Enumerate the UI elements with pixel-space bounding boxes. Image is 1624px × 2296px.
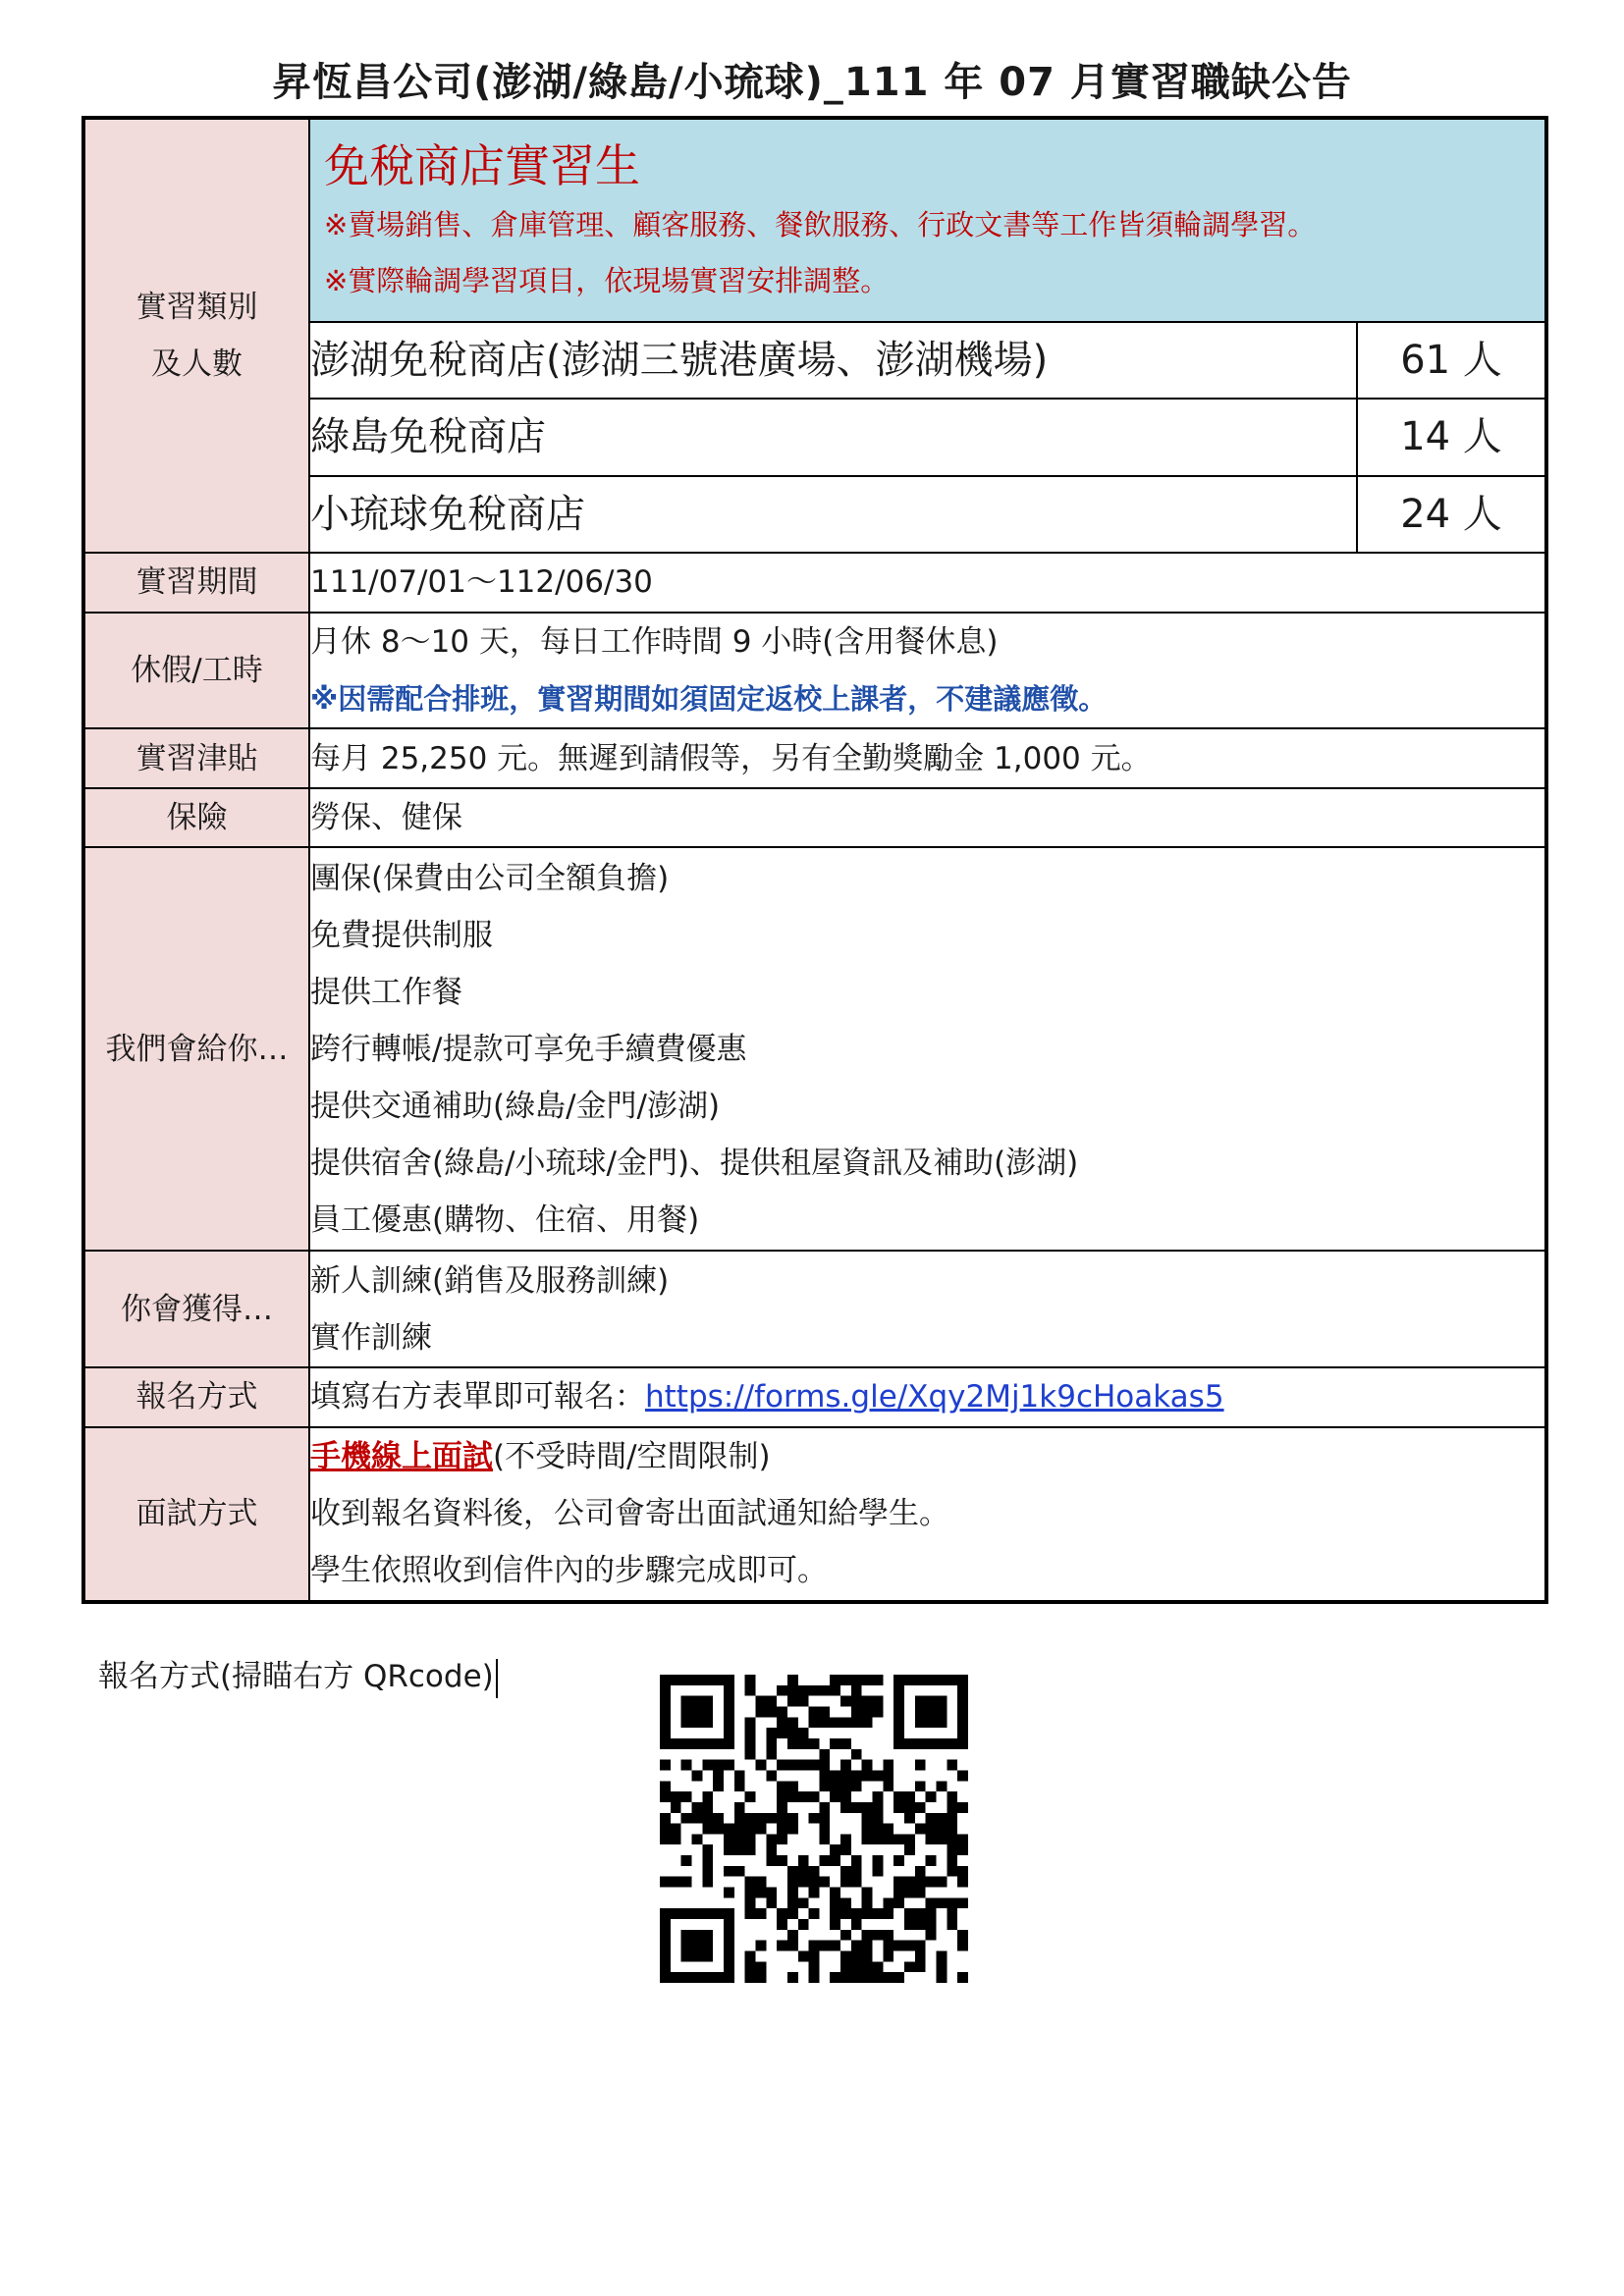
position-header bbox=[309, 118, 1546, 322]
store-count: 14 人 bbox=[1357, 399, 1546, 476]
text-cursor bbox=[496, 1659, 498, 1698]
allowance-label: 實習津貼 bbox=[83, 728, 309, 787]
leave-label: 休假/工時 bbox=[83, 613, 309, 729]
list-item: 實作訓練 bbox=[310, 1319, 432, 1356]
store-name: 小琉球免稅商店 bbox=[309, 476, 1357, 554]
list-item: 新人訓練(銷售及服務訓練) bbox=[310, 1262, 670, 1299]
benefits-list bbox=[309, 847, 1546, 1251]
store-count: 61 人 bbox=[1357, 322, 1546, 400]
list-item: 跨行轉帳/提款可享免手續費優惠 bbox=[310, 1031, 747, 1067]
store-count: 24 人 bbox=[1357, 476, 1546, 554]
list-item: 團保(保費由公司全額負擔) bbox=[310, 860, 670, 896]
insurance-label: 保險 bbox=[83, 788, 309, 847]
leave-value: 月休 8～10 天，每日工作時間 9 小時(含用餐休息) ※因需配合排班，實習期間如須固定返校上課者，不建議應徵。 bbox=[309, 613, 1546, 729]
position-name: 免稅商店實習生 bbox=[324, 139, 640, 193]
interview-value: 手機線上面試(不受時間/空間限制) 收到報名資料後，公司會寄出面試通知給學生。 學生依照收到信件內的步驟完成即可。 bbox=[309, 1427, 1546, 1602]
store-name: 綠島免稅商店 bbox=[309, 399, 1357, 476]
position-note: ※實際輪調學習項目，依現場實習安排調整。 bbox=[324, 264, 890, 298]
signup-label: 報名方式 bbox=[83, 1367, 309, 1426]
signup-link[interactable]: https://forms.gle/Xqy2Mj1k9cHoakas5 bbox=[645, 1379, 1224, 1415]
leave-warning: ※因需配合排班，實習期間如須固定返校上課者，不建議應徵。 bbox=[310, 682, 1108, 717]
list-item: 提供宿舍(綠島/小琉球/金門)、提供租屋資訊及補助(澎湖) bbox=[310, 1145, 1079, 1181]
store-name: 澎湖免稅商店(澎湖三號港廣場、澎湖機場) bbox=[309, 322, 1357, 400]
period-value: 111/07/01～112/06/30 bbox=[309, 553, 1546, 612]
list-item: 提供交通補助(綠島/金門/澎湖) bbox=[310, 1088, 721, 1124]
internship-table bbox=[81, 116, 1548, 1604]
list-item: 員工優惠(購物、住宿、用餐) bbox=[310, 1201, 700, 1238]
qr-label: 報名方式(掃瞄右方 QRcode) bbox=[98, 1651, 498, 1698]
category-label: 實習類別 及人數 bbox=[83, 118, 309, 553]
list-item: 免費提供制服 bbox=[310, 917, 493, 953]
qr-code-image[interactable] bbox=[660, 1675, 968, 1983]
gains-list bbox=[309, 1251, 1546, 1367]
allowance-value: 每月 25,250 元。無遲到請假等，另有全勤獎勵金 1,000 元。 bbox=[309, 728, 1546, 787]
gains-label: 你會獲得… bbox=[83, 1251, 309, 1367]
list-item: 提供工作餐 bbox=[310, 974, 462, 1010]
interview-highlight: 手機線上面試 bbox=[310, 1439, 493, 1475]
signup-value: 填寫右方表單即可報名：https://forms.gle/Xqy2Mj1k9cHoakas5 bbox=[309, 1367, 1546, 1426]
insurance-value: 勞保、健保 bbox=[309, 788, 1546, 847]
interview-label: 面試方式 bbox=[83, 1427, 309, 1602]
period-label: 實習期間 bbox=[83, 553, 309, 612]
position-note: ※賣場銷售、倉庫管理、顧客服務、餐飲服務、行政文書等工作皆須輪調學習。 bbox=[324, 208, 1317, 242]
page-title: 昇恆昌公司(澎湖/綠島/小琉球)_111 年 07 月實習職缺公告 bbox=[272, 60, 1352, 105]
benefits-label: 我們會給你… bbox=[83, 847, 309, 1251]
